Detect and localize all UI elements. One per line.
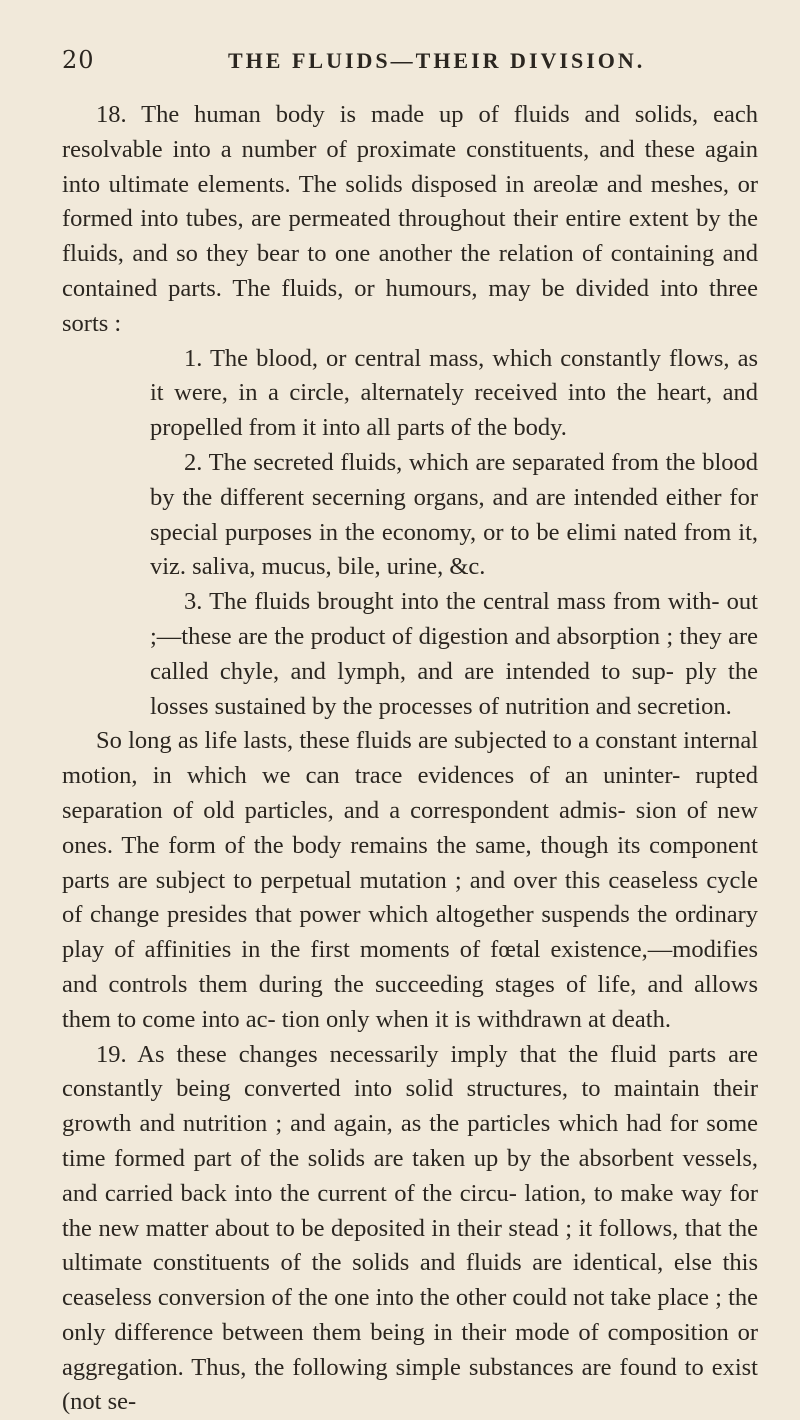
list-item-chyle-lymph: 3. The fluids brought into the central mass from with- out ;—these are the product of digestion and absorption ; they are called chyle, and lymph, and are intended to sup- ply the losses sustained by the processes of nutrition and secretion. xyxy=(150,588,758,720)
list-item-blood: 1. The blood, or central mass, which constantly flows, as it were, in a circle, alternately received into the heart, and propelled from it into all parts of the body. xyxy=(150,344,758,442)
paragraph-18: 18. The human body is made up of fluids and solids, each resolvable into a number of proximate constituents, and these again into ultimate elements. The solids disposed in areolæ and meshes, or formed into tubes, are permeated throughout their entire extent by the fluids, and so they bear to one another the relation of containing and contained parts. The fluids, or humours, may be divided into three sorts : xyxy=(62,101,758,337)
paragraph-19: 19. As these changes necessarily imply that the fluid parts are constantly being converted into solid structures, to maintain their growth and nutrition ; and again, as the particles which had for some time formed part of the solids are taken up by the absorbent vessels, and carried back into the current of the circu- lation, to make way for the new matter about to be deposited in their stead ; it follows, that the ultimate constituents of the solids and fluids are identical, else this ceaseless conversion of the one into the other could not take place ; the only difference between them being in their mode of composition or aggregation. Thus, the following simple substances are found to exist (not se- xyxy=(62,1040,758,1416)
paragraph-so-long: So long as life lasts, these fluids are subjected to a constant internal motion, in which we can trace evidences of an uninter- rupted separation of old particles, and a correspondent admis- sion of new ones. The form of the body remains the same, though its component parts are subject to perpetual mutation ; and over this ceaseless cycle of change presides that power which altogether suspends the ordinary play of affinities in the first moments of fœtal existence,—modifies and controls them during the succeeding stages of life, and allows them to come into ac- tion only when it is withdrawn at death. xyxy=(62,727,758,1033)
body-text xyxy=(62,98,758,1420)
page-header xyxy=(62,44,758,84)
list-item-secreted-fluids: 2. The secreted fluids, which are separated from the blood by the different secerning organs, and are intended either for special purposes in the economy, or to be elimi nated from it, viz. saliva, mucus, bile, urine, &c. xyxy=(150,448,758,581)
page-number: 20 xyxy=(62,46,95,74)
running-head: THE FLUIDS—THEIR DIVISION. xyxy=(228,48,646,73)
